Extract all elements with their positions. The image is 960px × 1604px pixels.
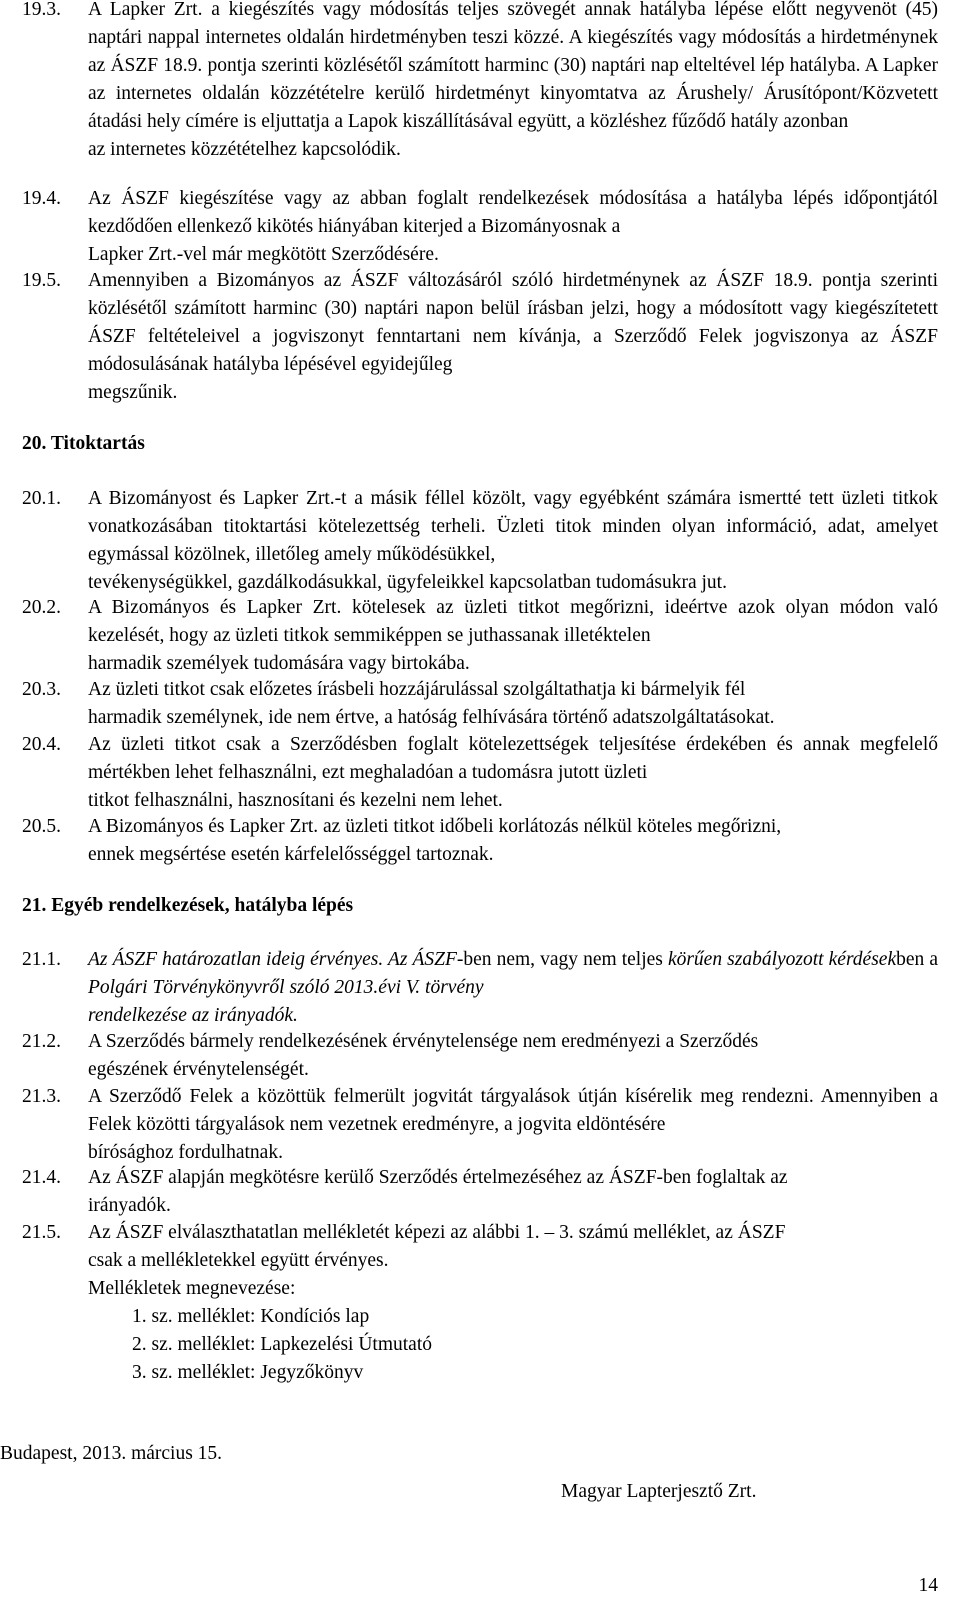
- clause-21-3: [22, 1083, 938, 1167]
- clause-text: Amennyiben a Bizományos az ÁSZF változásáról szóló hirdetménynek az ÁSZF 18.9. pontja szerinti közlésétől számított harminc (30) naptári napon belül írásban jelzi, hogy a módosított vagy kiegészítetett ÁSZF feltételeivel a jogviszonyt fenntartani nem kívánja, a Szerződő Felek jogviszonya az ÁSZF módosulásának hatályba lépésével egyidejűleg megszűnik.: [88, 270, 938, 403]
- signatory: Magyar Lapterjesztő Zrt.: [561, 1481, 757, 1502]
- clause-number: 21.5.: [22, 1222, 61, 1243]
- clause-19-4: [22, 185, 938, 269]
- clause-text: Az üzleti titkot csak a Szerződésben foglalt kötelezettségek teljesítése érdekében és annak megfelelő mértékben lehet felhasználni, ezt meghaladóan a tudomásra jutott üzleti titkot felhasználni, hasznosítani és kezelni nem lehet.: [88, 734, 938, 811]
- city-date: Budapest, 2013. március 15.: [0, 1443, 223, 1464]
- clause-number: 19.5.: [22, 270, 61, 291]
- clause-21-5: [22, 1219, 938, 1387]
- clause-number: 21.3.: [22, 1086, 61, 1107]
- clause-text: Az ÁSZF kiegészítése vagy az abban foglalt rendelkezések módosítása a hatályba lépés időpontjától kezdődően ellenkező kikötés hiányában kiterjed a Bizományosnak a Lapker Zrt.-vel már megkötött Szerződésére.: [88, 188, 938, 265]
- clause-text: A Szerződő Felek a közöttük felmerült jogvitát tárgyalások útján kísérelik meg rendezni. Amennyiben a Felek közötti tárgyalások nem vezetnek eredményre, a jogvita eldöntésére bírósághoz fordulhatnak.: [88, 1086, 938, 1163]
- clause-21-2: [22, 1028, 938, 1084]
- clause-20-1: [22, 485, 938, 597]
- clause-21-1: [22, 946, 938, 1030]
- annex-item: 2. sz. melléklet: Lapkezelési Útmutató: [132, 1334, 432, 1355]
- clause-21-4: [22, 1164, 938, 1220]
- clause-19-5: [22, 267, 938, 407]
- clause-text: A Szerződés bármely rendelkezésének érvénytelensége nem eredményezi a Szerződés egészének érvénytelenségét.: [88, 1031, 759, 1080]
- clause-number: 21.2.: [22, 1031, 61, 1052]
- clause-number: 20.4.: [22, 734, 61, 755]
- clause-text: A Bizományos és Lapker Zrt. kötelesek az üzleti titkot megőrizni, ideértve azok olyan módon való kezelését, hogy az üzleti titkok semmiképpen se juthassanak illetéktelen harmadik személyek tudomására vagy birtokába.: [88, 597, 938, 674]
- clause-20-2: [22, 594, 938, 678]
- clause-number: 19.3.: [22, 0, 61, 20]
- section-heading-20: 20. Titoktartás: [22, 433, 145, 454]
- clause-19-3: [22, 0, 938, 164]
- clause-number: 21.1.: [22, 949, 61, 970]
- annex-item: 1. sz. melléklet: Kondíciós lap: [132, 1306, 370, 1327]
- clause-number: 20.3.: [22, 679, 61, 700]
- clause-text: Az ÁSZF határozatlan ideig érvényes. Az ÁSZF-ben nem, vagy nem teljes körűen szabályozott kérdésekben a Polgári Törvénykönyvről szóló 2013.évi V. törvény rendelkezése az irányadók.: [88, 949, 938, 1026]
- clause-text: A Lapker Zrt. a kiegészítés vagy módosítás teljes szövegét annak hatályba lépése előtt negyvenöt (45) naptári nappal internetes oldalán hirdetményben teszi közzé. A kiegészítés vagy módosítás a hirdetménynek az ÁSZF 18.9. pontja szerinti közlésétől számított harminc (30) naptári nap elteltével lép hatályba. A Lapker az internetes oldalán közzétételre kerülő hirdetményt kinyomtatva az Árushely/ Árusítópont/Közvetett átadási hely címére is eljuttatja a Lapok kiszállításával együtt, a közléshez fűződő hatály azonban az internetes közzétételhez kapcsolódik.: [88, 0, 938, 160]
- clause-text: Az ÁSZF alapján megkötésre kerülő Szerződés értelmezéséhez az ÁSZF-ben foglaltak az irányadók.: [88, 1167, 788, 1216]
- annex-list: [88, 1303, 938, 1387]
- annex-list-title: Mellékletek megnevezése:: [88, 1278, 296, 1299]
- clause-number: 20.5.: [22, 816, 61, 837]
- clause-text: A Bizományos és Lapker Zrt. az üzleti titkot időbeli korlátozás nélkül köteles megőrizni, ennek megsértése esetén kárfelelősséggel tartoznak.: [88, 816, 782, 865]
- clause-20-4: [22, 731, 938, 815]
- clause-20-5: [22, 813, 938, 869]
- section-heading-21: 21. Egyéb rendelkezések, hatályba lépés: [22, 895, 354, 916]
- clause-number: 19.4.: [22, 188, 61, 209]
- annex-item: 3. sz. melléklet: Jegyzőkönyv: [132, 1362, 364, 1383]
- page-number: 14: [918, 1575, 938, 1596]
- clause-text: A Bizományost és Lapker Zrt.-t a másik féllel közölt, vagy egyébként számára ismertté tett üzleti titkok vonatkozásában titoktartási kötelezettség terheli. Üzleti titok minden olyan információ, adat, amelyet egymással közölnek, illetőleg amely működésükkel, tevékenységükkel, gazdálkodásukkal, ügyfeleikkel kapcsolatban tudomásukra jut.: [88, 488, 938, 593]
- clause-number: 20.1.: [22, 488, 61, 509]
- clause-20-3: [22, 676, 938, 732]
- clause-text: Az üzleti titkot csak előzetes írásbeli hozzájárulással szolgáltathatja ki bármelyik fél harmadik személynek, ide nem értve, a hatóság felhívására történő adatszolgáltatásokat.: [88, 679, 775, 728]
- clause-number: 21.4.: [22, 1167, 61, 1188]
- clause-text: Az ÁSZF elválaszthatatlan mellékletét képezi az alábbi 1. – 3. számú melléklet, az ÁSZF csak a mellékletekkel együtt érvényes. Mellékletek megnevezése: 1. sz. melléklet: Kondíciós lap 2. sz. melléklet: Lapkezelési Útmutató 3. sz. melléklet: Jegyzőkönyv: [88, 1219, 938, 1387]
- clause-number: 20.2.: [22, 597, 61, 618]
